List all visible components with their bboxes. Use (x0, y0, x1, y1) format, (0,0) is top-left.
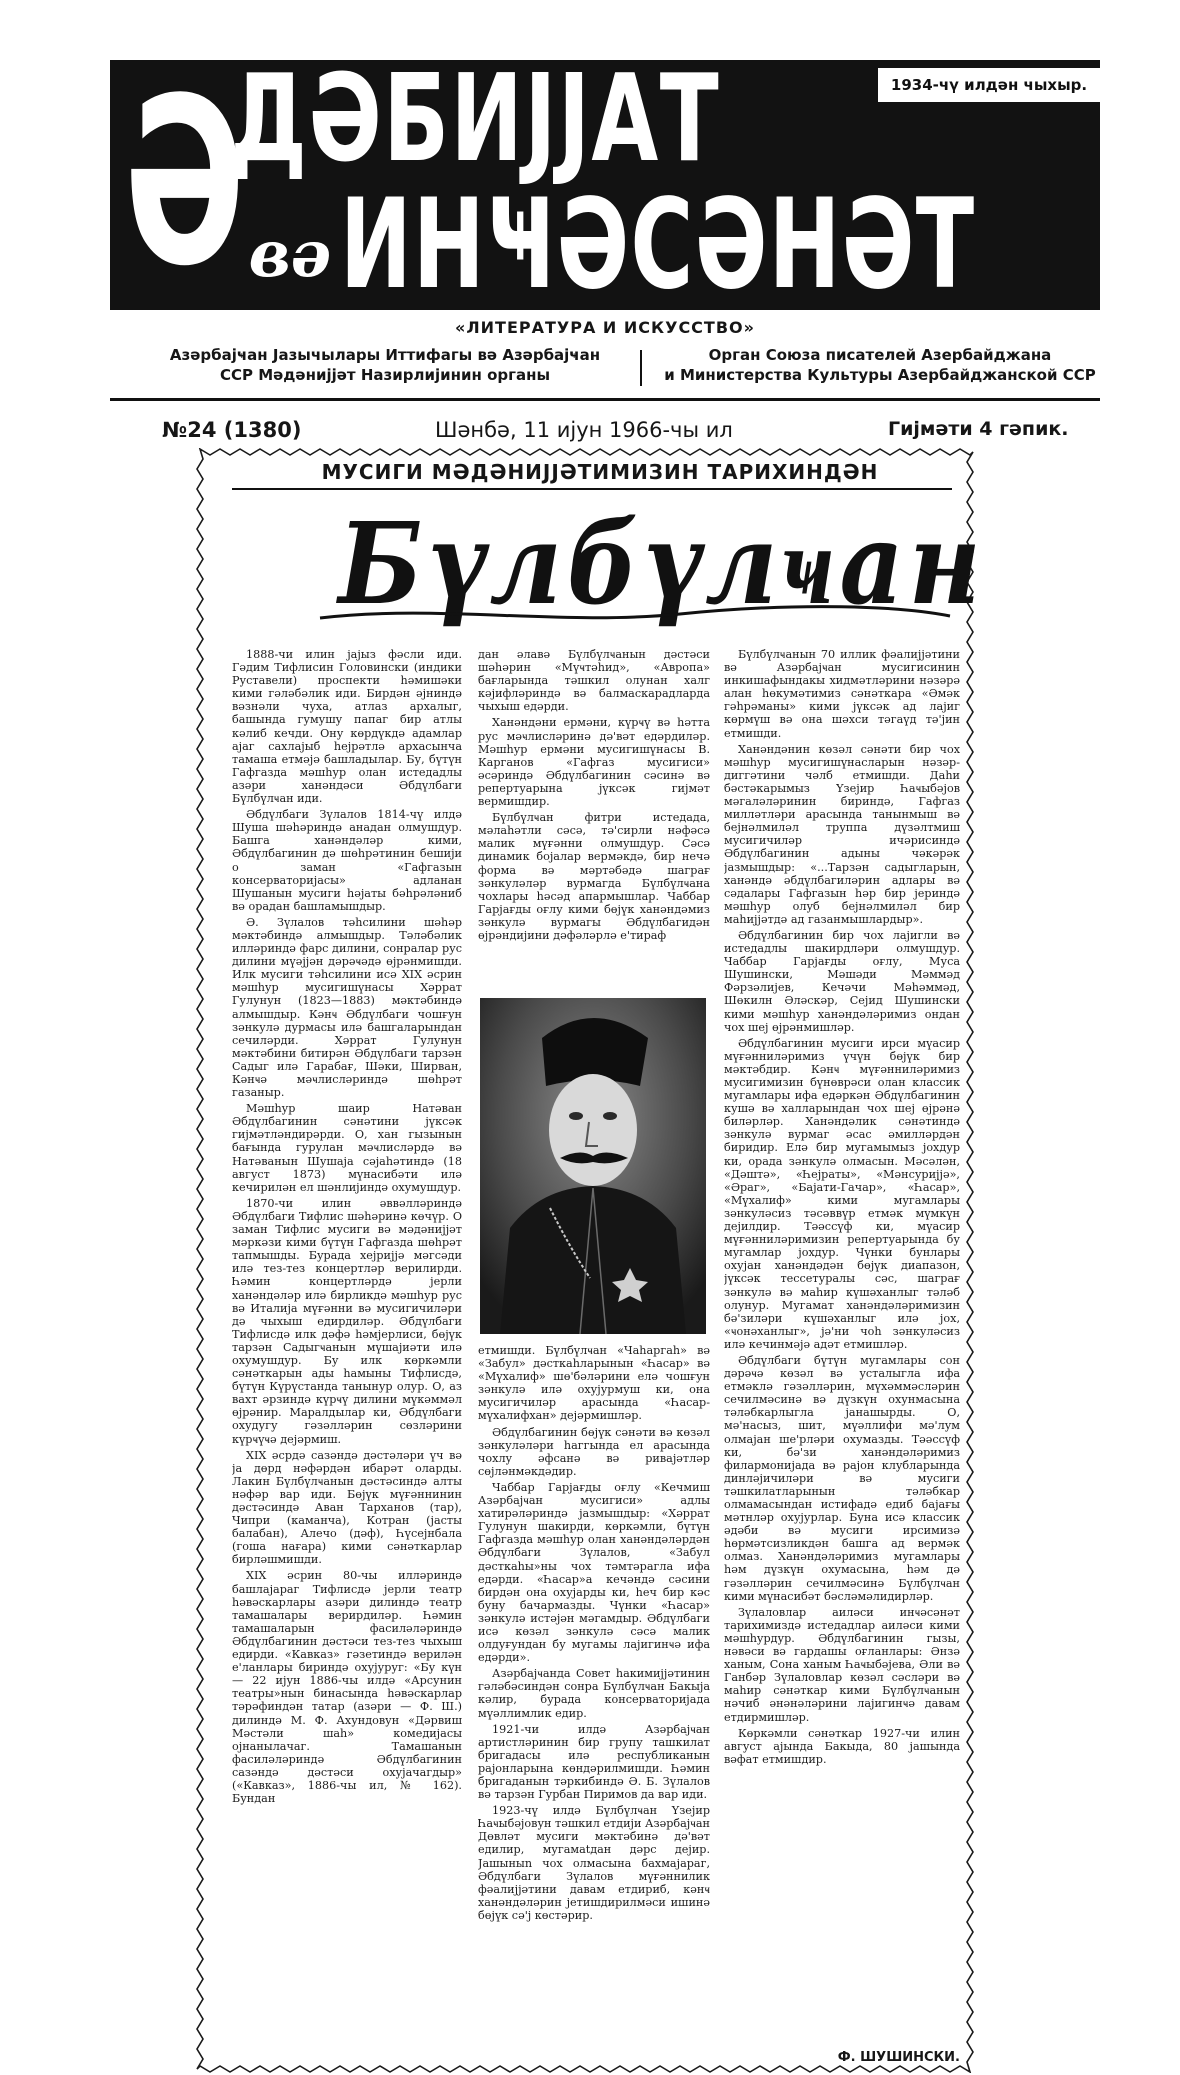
paragraph: Бүлбүлҹан фитри истедада, мәлаһәтли сәсә, тә'сирли нәфәсә малик мүғәнни олмушдур. Сәсә динамик бојалар вермәкдә, бир нечә форма вә мәртәбәдә шаграғ зәнкуләләр вурмагда Бүлбүлҹана чохлары һәсәд апармышлар. Чаббар Гарјағды оғлу кими бөјүк ханәндәмиз зәнкулә вурмагы Әбдүлбагидән өјрәндијини дәфәләрлә е'тираф (478, 811, 710, 942)
organ-right-line-1: Орган Союза писателей Азербайджана (708, 346, 1052, 364)
article-rubric: МУСИГИ МӘДӘНИЈЈӘТИМИЗИН ТАРИХИНДӘН (321, 460, 879, 484)
organ-right-line-2: и Министерства Культуры Азербайджанской ССР (664, 366, 1096, 384)
paragraph: Әбдүлбагинин бир чох лајигли вә истедадлы шакирдләри олмушдур. Чаббар Гарјағды оғлу, Муса Шушински, Мәшәди Мәммәд Фәрзәлијев, Кечәчи Мәһәммәд, Шөкилн Әләскәр, Сејид Шушински кими мәшһур ханәндәләримиз ондан чох шеј өјрәнмишләр. (724, 928, 960, 1034)
founded-note-box (878, 68, 1100, 102)
masthead-title-line2: ИНҸӘСӘНӘТ (340, 173, 976, 317)
masthead-conjunction: вә (248, 217, 332, 292)
paragraph: Чаббар Гарјағды оғлу «Кечмиш Азәрбајҹан мусигиси» адлы хатирәләриндә јазмышдыр: «Хәррат Гулунун шакирди, көркәмли, бүтүн Гафгазда мәшһур олан ханәндәләрдән Әбдүлбаги Зүлалов, «Забул дәсткаһы»ны чох тәмтәрагла ифа едәрди. «Һасар»а кечәндә сәсини бирдән она охујарды ки, һеч бир кәс буну бачармазды. Чүнки «Һасар» зәнкулә истәјән мәгамдыр. Әбдүлбаги исә көзәл зәнкулә сәсә малик олдуғундан бу мугамы лајигинҹә ифа едәрди». (478, 1480, 710, 1665)
headline-underline-swash (300, 600, 960, 630)
paragraph: Ә. Зүлалов тәһсилини шәһәр мәктәбиндә алмышдыр. Тәләбәлик илләриндә фарс дилини, сонралар рус дилини мүәјјән дәрәҹәдә өјрәнмишди. Илк мусиги тәһсилини исә XIX әсрин мәшһур мусигишүнасы Хәррат Гулунун (1823—1883) мәктәбиндә алмышдыр. Кәнҹ Әбдүлбаги чошғун зәнкулә дурмасы илә башгаларындан сечиләрди. Хәррат Гулунун мәктәбини битирән Әбдүлбаги тарзән Садыг илә Гарабағ, Шәки, Ширван, Кәнҹә мәҹлисләриндә шөһрәт газаныр. (232, 915, 462, 1100)
paragraph: 1923-чү илдә Бүлбүлҹан Үзеjир Һаҹыбәјовун тәшкил етдији Азәрбајҹан Дөвләт мусиги мәктәбинә дә'вәт едилир, мугамаtдан дәрс дејир. Јашыныn чох олмасына бахмајараг, Әбдүлбаги Зүлалов мүғәннилик фәалијјәтини давам етдириб, кәнҹ ханәндәләрин јетишдирилмәси ишинә бөјүк сә'ј көстәрир. (478, 1804, 710, 1922)
paragraph: Әбдүлбаги Зүлалов 1814-чү илдә Шуша шәһәриндә анадан олмушдур. Башга ханәндәләр кими, Әбдүлбагинин дә шөһрәтинин бешији о заман «Гафгазын консерваторијасы» адланан Шушанын мусиги һәјаты бәһрәләниб вә орадан башламышдыр. (232, 808, 462, 913)
article-column-1 (232, 648, 462, 2056)
paragraph: Көркәмли сәнәткар 1927-чи илин август ајында Бакыда, 80 јашында вәфат етмишдир. (724, 1726, 960, 1766)
paragraph: Әбдүлбаги бүтүн мугамлары сон дәрәҹә көзәл вә усталыгла ифа етмәклә гәзәлләрин, мүхәммәсләрин сечилмәсинә вә дүзкүн охунмасына тәләбкарлыгла јанашырды. О, мә'насыз, шит, мүәллифи мә'лум олмајан ше'рләри охумазды. Тәәссүф ки, бә'зи ханәндәләримиз филармонијада вә рајон клубларында динләјичиләри вә мусиги тәшкилатларынын тәләбкар олмамасындан истифадә едиб бајағы мәтнләр охујурлар. Буна исә классик әдәби вә мусиги ирсимизә һөрмәтсизликдән башга ад вермәк олмаз. Ханәндәләримиз мугамлары һәм дүзкүн охумасына, һәм дә гәзәлләрин сечилмәсинә Бүлбүлҹан кими мүнасибәт бәсләмәлидирләр. (724, 1353, 960, 1603)
article-column-2-bottom (478, 1344, 710, 2059)
paragraph: Әбдүлбагинин бөјүк сәнәти вә көзәл зәнкуләләри һаггында ел арасында чохлу әфсанә вә ривајәтләр сөјләнмәкдәдир. (478, 1425, 710, 1478)
masthead-initial-letter: Ә (124, 50, 246, 317)
paragraph: XIX әсрин 80-чы илләриндә башлајараг Тифлисдә јерли театр һәвәскарлары азәри дилиндә театр тамашалары верирдиләр. Һәмин тамашаларын фасиләләриндә Әбдүлбагинин дәстәси тез-тез чыхыш едирди. «Кавказ» гәзетиндә верилән е'ланлары бириндә охујуруг: «Бу күн — 22 ијун 1886-чы илдә «Арсунин театры»нын бинасында һәвәскарлар тәрәфиндән татар (азәри — Ф. Ш.) дилиндә М. Ф. Ахундовун «Дәрвиш Мәстәли шаһ» комедијасы ојнанылачаг. Тамашанын фасиләләриндә Әбдүлбагинин сазәндә дәстәси охујачагдыр» («Кавказ», 1886-чы ил, № 162). Бундан (232, 1569, 462, 1806)
paragraph: етмишди. Бүлбүлҹан «Чаһаргаһ» вә «Забул» дәсткаһларынын «Һасар» вә «Мүхалиф» шө'бәләрини елә чошғун зәнкулә илә охујурмуш ки, она мусигичиләр арасында «Һасар-мүхалифхан» дејәрмишләр. (478, 1344, 710, 1423)
founded-note: 1934-чү илдән чыхыр. (890, 76, 1088, 94)
paragraph: 1921-чи илдә Азәрбајҹан артистләринин бир групу ташкилат бригадасы илә республиканын рајонларына көндәрилмишди. Һәмин бригаданын тәркибиндә Ә. Б. Зүлалов вә тарзән Гурбан Пиримов да вар иди. (478, 1722, 710, 1802)
organ-left-line-1: Азәрбајҹан Јазычылары Иттифагы вә Азәрбајҹан (169, 346, 601, 364)
author-signature: Ф. ШУШИНСКИ. (837, 2050, 960, 2065)
russian-subtitle: «ЛИТЕРАТУРА И ИСКУССТВО» (455, 318, 755, 337)
paragraph: Азәрбајҹанда Совет һакимијјәтинин гәләбәсиндән сонра Бүлбүлҹан Бакыја кәлир, бурада консерваторијада мүәллимлик едир. (478, 1667, 710, 1720)
article-column-3 (724, 648, 960, 2056)
masthead (110, 50, 1100, 317)
paragraph: Бүлбүлҹанын 70 иллик фәалијјәтини вә Азәрбајҹан мусигисинин инкишафындакы хидмәтләрини нәзәрә алан һөкумәтимиз сәнәткара «Әмәк гәһрәманы» кими јүксәк ад лајиг көрмүш вә она шәхси тәгаүд тә'јин етмишди. (724, 648, 960, 740)
article-column-2-top (478, 648, 710, 986)
rubric-rule (232, 488, 952, 490)
paragraph: 1888-чи илин јајыз фәсли иди. Гәдим Тифлисин Головински (индики Руставели) проспекти һәмишәки кими гәләбәлик иди. Бирдән әјниндә вәзнәли чуха, атлаз архалыг, башында гумушу папаг бир атлы кәлиб кечди. Ону көрдүкдә адамлар ајаг сахлајыб һејрәтлә архасынча тамаша етмәјә башладылар. Бу, бүтүн Гафгазда мәшһур олан истедадлы азәри ханәндәси Әбдүлбаги Бүлбүлҹан иди. (232, 648, 462, 806)
paragraph: Зүлаловлар аиләси инҹәсәнәт тарихимиздә истедадлар аиләси кими мәшһурдур. Әбдүлбагинин гызы, нәвәси вә гардашы оғланлары: Әнзә ханым, Сона ханым Һаҹыбәјева, Әли вә Ганбәр Зүлаловлар көзәл сәсләри вә маһир сәнәткар кими Бүлбүлҹанын нәчиб әнәнәләрини лајигинҹә давам етдирмишләр. (724, 1605, 960, 1724)
paragraph: XIX әсрдә сазәндә дәстәләри үч вә ја дөрд нәфәрдән ибарәт оларды. Лакин Бүлбүлҹанын дәстәсиндә алты нәфәр вар иди. Бөјүк мүғәннинин дәстәсиндә Аван Тарханов (тар), Чипри (каманча), Котран (јасты балабан), Алечо (дәф), Һүсејнбала (гоша нағара) кими сәнәткарлар бирләшмишди. (232, 1448, 462, 1567)
issue-date: Шәнбә, 11 ијун 1966-чы ил (435, 418, 733, 442)
article-headline: Бүлбүлҹан (338, 499, 986, 630)
organ-line-russian (660, 345, 1100, 385)
issue-number: №24 (1380) (162, 418, 302, 442)
organ-divider (640, 350, 642, 386)
paragraph: Ханәндәнин көзәл сәнәти бир чох мәшһур мусигишүнасларын нәзәр-диггәтини чәлб етмишди. Даһи бәстәкарымыз Үзеjир Һаҹыбәјов мәгаләләринин бириндә, Гафгаз милләтләри арасында танынмыш вә бејнәлмиләл труппа дүзәлтмиш мусигичиләр ичәрисиндә Әбдүлбагинин адыны чәкәрәк јазмышдыр: «...Тарзән садыгларын, ханәндә әбдүлбагиләрин адлары вә сәдалары Гафгазын һәр бир јериндә мәшһур олуб бејнәлмиләл бир маһијјәтдә ад газанмышлардыр». (724, 742, 960, 926)
paragraph: 1870-чи илин әввәлләриндә Әбдүлбаги Тифлис шәһәринә көчүр. О заман Тифлис мусиги вә мәдәнијјәт мәркәзи кими бүтүн Гафгазда шөһрәт тапмышды. Бурада хејријјә мәгсәди илә тез-тез концертләр верилирди. Һәмин концертләрдә јерли ханәндәләр илә бирликдә мәшһур рус вә Италија мүғәнни вә мусигичиләри дә чыхыш едирдиләр. Әбдүлбаги Тифлисдә илк дәфә һәмјерлиси, бөјүк тарзән Садыгҹанын мүшајиәти илә охумушдур. Бу илк көркәмли сәнәткарын ады һамыны Тифлисдә, бүтүн Күрүстанда танынур олур. О, аз вахт әрзиндә күрҹү дилини мүкәммәл өјрәнир. Маралдылар ки, Әбдүлбаги охудугу гәзәлләрин сөзләрини күрҹүҹә дејәрмиш. (232, 1196, 462, 1446)
issue-price: Гијмәти 4 гәпик. (888, 418, 1069, 440)
header-rule (110, 398, 1100, 401)
portrait-photo (480, 998, 706, 1334)
paragraph: Әбдүлбагинин мусиги ирси мүасир мүғәнниләримиз үчүн бөјүк бир мәктәбдир. Кәнҹ мүғәнниләримиз мусигимизин бүнөврәси олан классик мугамлары ифа едәркән Әбдүлбагинин кушә вә халларындан чох шеј өјрәнә биләрләр. Ханәндәлик сәнәтиндә зәнкулә вурмаг әсас әмилләрдән биридир. Елә бир мугамымыз јохдур ки, орада зәнкулә олмасын. Мәсәлән, «Дәштә», «Һејраты», «Мәнсуријјә», «Әраг», «Бајати-Гачар», «Һасар», «Мүхалиф» кими мугамлары зәнкуләсиз тәсәввүр етмәк мүмкүн дејилдир. Тәәссүф ки, мүасир мүғәнниләримизин репертуарында бу мугамлар јохдур. Чүнки бунлары охујан ханәндәдән бөјүк диапазон, јүксәк тессетуралы сәс, шаграғ зәнкулә вә маһир күшәханлыг тәләб олунур. Мугамат ханәндәләримизин бә'зиләри күшәханлыг илә јох, «ҹонәханлыг», јә'ни чоһ зәнкуләсиз илә кечинмәјә адәт етмишләр. (724, 1036, 960, 1351)
masthead-title-line1: ДӘБИЈЈАТ (230, 50, 721, 189)
paragraph: Мәшһур шаир Натәван Әбдүлбагинин сәнәтини јүксәк гијмәтләндирәрди. О, хан гызынын бағында гурулан мәҹлисләрдә вә Натәванын Шушаја сәјаһәтиндә (18 август 1873) мүнасибәти илә кечирилән ел шәнлијиндә охумушдур. (232, 1102, 462, 1194)
organ-line-azerbaijani (150, 345, 620, 385)
paragraph: Ханәндәни ермәни, күрҹү вә һәтта рус мәҹлисләринә дә'вәт едәрдиләр. Мәшһур ермәни мусигишүнасы В. Карганов «Гафгаз мусигиси» әсәриндә Әбдүлбагинин сәсинә вә репертуарына јүксәк гијмәт вермишдир. (478, 716, 710, 809)
paragraph: дан әлавә Бүлбүлҹанын дәстәси шәһәрин «Мүҹтәһид», «Авропа» бағларында тәшкил олунан халг кәјифләриндә вә балмаскарадларда чыхыш едәрди. (478, 648, 710, 714)
organ-left-line-2: ССР Мәдәнијјәт Назирлијинин органы (219, 366, 551, 384)
